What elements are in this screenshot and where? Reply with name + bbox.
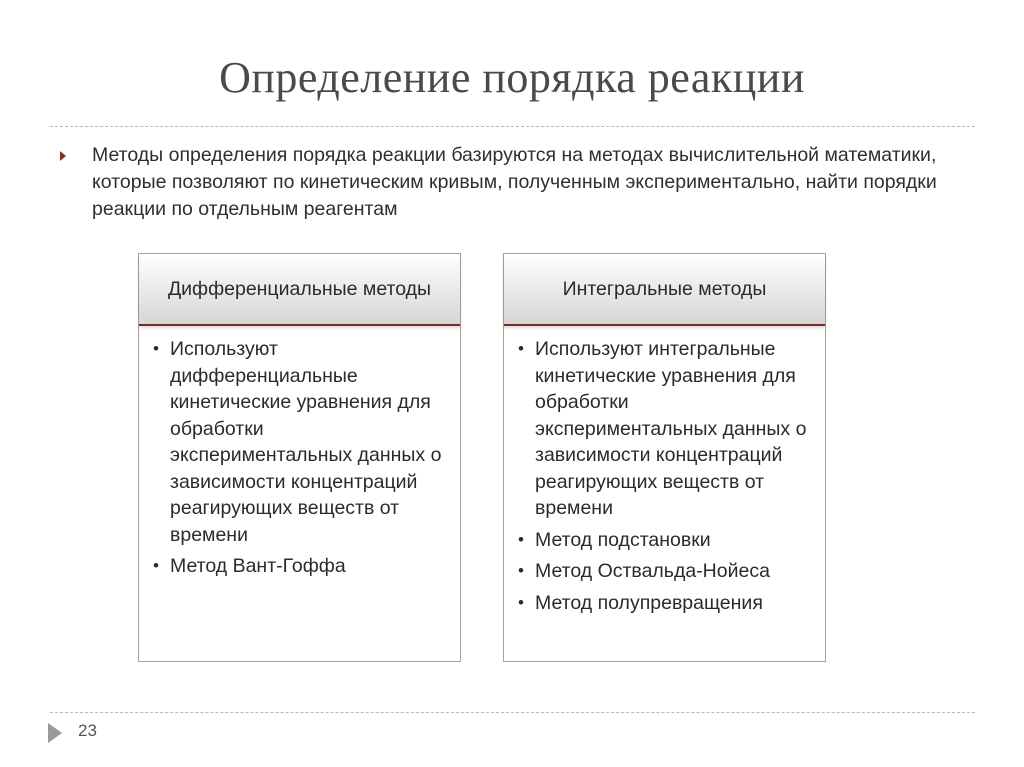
triangle-right-icon: [48, 723, 62, 743]
bullet-arrow-icon: [60, 151, 66, 161]
differential-methods-card: [138, 253, 461, 662]
slide-title: Определение порядка реакции: [219, 53, 805, 102]
list-item: • Используют интегральные кинетические уравнения для обработки экспериментальных данных о зависимости концентраций реагирующих веществ от времени: [518, 336, 813, 522]
integral-methods-card: [503, 253, 826, 662]
differential-methods-list: [139, 326, 460, 580]
list-item: • Используют дифференциальные кинетические уравнения для обработки экспериментальных данных о зависимости концентраций реагирующих веществ от времени: [153, 336, 448, 548]
intro-paragraph: [60, 142, 940, 223]
integral-methods-header: Интегральные методы: [504, 254, 825, 326]
list-item: • Метод полупревращения: [518, 590, 813, 617]
list-item: • Метод Вант-Гоффа: [153, 553, 448, 580]
intro-text: Методы определения порядка реакции базируются на методах вычислительной математики, которые позволяют по кинетическим кривым, полученным экспериментально, найти порядки реакции по отдельным реагентам: [92, 144, 937, 220]
integral-methods-list: [504, 326, 825, 616]
list-item: • Метод подстановки: [518, 527, 813, 554]
title-divider: [50, 126, 975, 127]
footer-divider: [50, 712, 975, 713]
page-number: 23: [78, 721, 97, 740]
differential-methods-header: Дифференциальные методы: [139, 254, 460, 326]
list-item: • Метод Оствальда-Нойеса: [518, 558, 813, 585]
